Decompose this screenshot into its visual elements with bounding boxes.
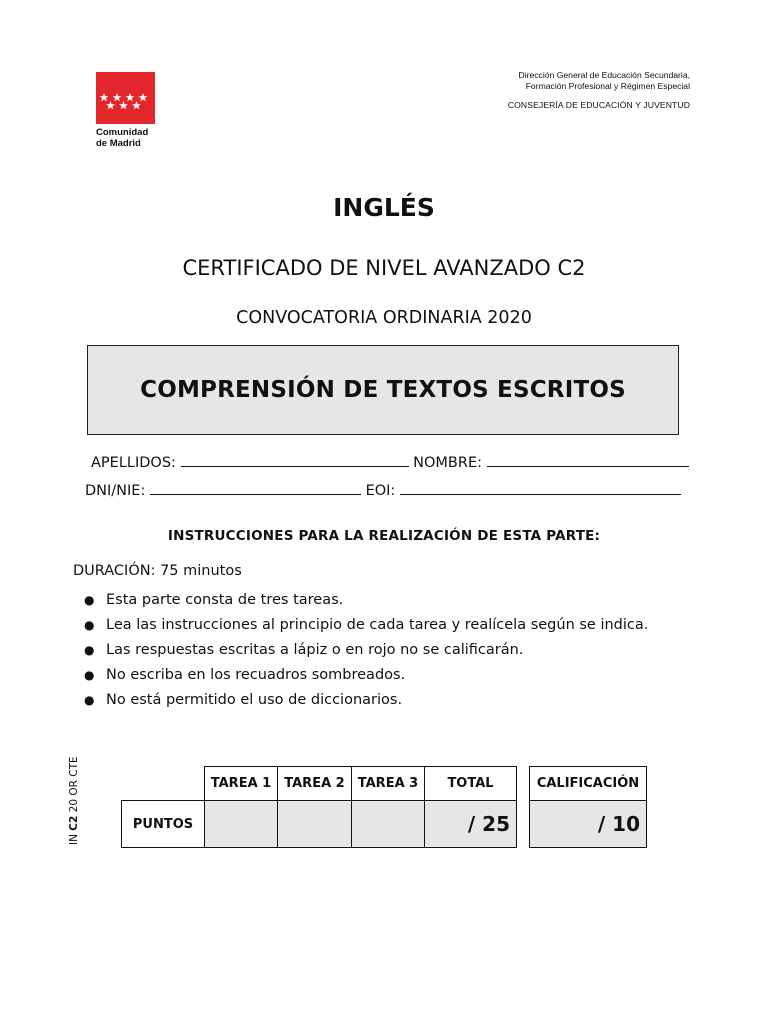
logo-line-2: de Madrid (96, 137, 141, 149)
tarea-3-score-cell (352, 801, 425, 848)
section-title: COMPRENSIÓN DE TEXTOS ESCRITOS (140, 377, 626, 403)
comunidad-madrid-logo (96, 72, 156, 149)
header-total: TOTAL (425, 767, 517, 801)
eoi-field[interactable] (400, 481, 681, 495)
total-score-cell: / 25 (425, 801, 517, 848)
consejeria-label: CONSEJERÍA DE EDUCACIÓN Y JUVENTUD (507, 100, 690, 110)
duration-text: DURACIÓN: 75 minutos (73, 563, 242, 579)
tarea-2-score-cell (278, 801, 352, 848)
instructions-title: INSTRUCCIONES PARA LA REALIZACIÓN DE ESTA PARTE: (167, 528, 601, 544)
score-table (121, 766, 517, 848)
header-tarea-1: TAREA 1 (205, 767, 278, 801)
calificacion-table (529, 766, 647, 848)
header-tarea-2: TAREA 2 (278, 767, 352, 801)
apellidos-label: APELLIDOS: (91, 455, 176, 471)
dni-field[interactable] (150, 481, 361, 495)
list-item: ● Lea las instrucciones al principio de cada tarea y realícela según se indica. (84, 617, 649, 633)
list-item: ● Esta parte consta de tres tareas. (84, 592, 344, 608)
nombre-field[interactable] (487, 453, 689, 467)
exam-code: IN C2 20 OR CTE (68, 756, 80, 845)
dni-label: DNI/NIE: (85, 483, 146, 499)
tarea-1-score-cell (205, 801, 278, 848)
puntos-label: PUNTOS (122, 801, 205, 848)
certificate-title: CERTIFICADO DE NIVEL AVANZADO C2 (182, 256, 586, 280)
header-line-1: Dirección General de Educación Secundaria, (518, 70, 690, 80)
apellidos-field[interactable] (181, 453, 409, 467)
madrid-flag-icon (96, 72, 155, 124)
list-item: ● No escriba en los recuadros sombreados. (84, 667, 406, 683)
name-fields-row (91, 453, 689, 471)
eoi-label: EOI: (365, 483, 396, 499)
section-title-box (87, 345, 679, 435)
id-fields-row (85, 481, 681, 499)
logo-line-1: Comunidad (96, 127, 149, 138)
instructions-list (84, 591, 648, 716)
call-title: CONVOCATORIA ORDINARIA 2020 (236, 308, 532, 328)
nombre-label: NOMBRE: (413, 455, 482, 471)
institution-header (508, 70, 690, 111)
calificacion-value: / 10 (530, 801, 647, 848)
header-line-2: Formación Profesional y Régimen Especial (525, 81, 690, 91)
list-item: ● No está permitido el uso de diccionarios. (84, 692, 403, 708)
calificacion-header: CALIFICACIÓN (530, 767, 647, 801)
list-item: ● Las respuestas escritas a lápiz o en rojo no se calificarán. (84, 642, 524, 658)
subject-title: INGLÉS (333, 193, 435, 222)
header-tarea-3: TAREA 3 (352, 767, 425, 801)
